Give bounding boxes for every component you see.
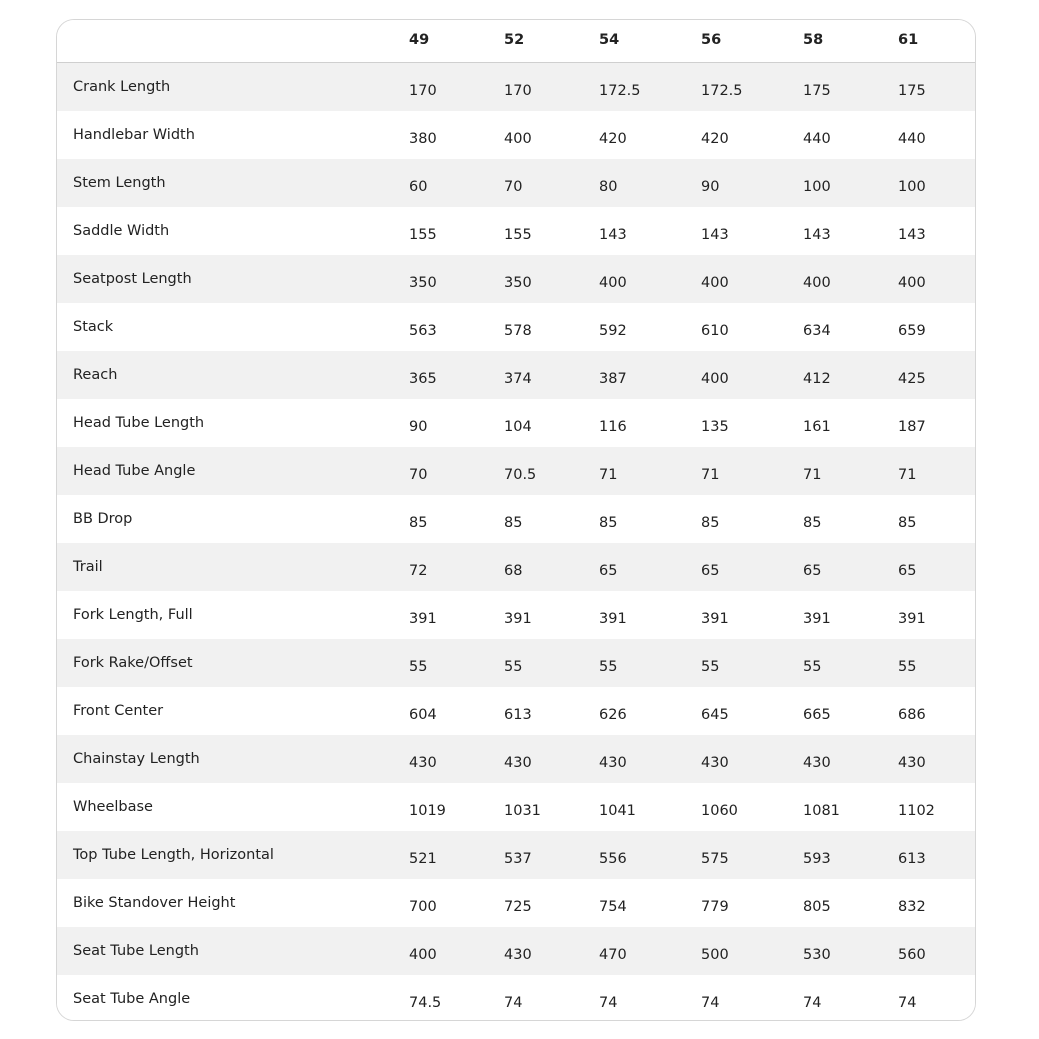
- table-row: [57, 111, 975, 159]
- table-row: [57, 639, 975, 687]
- value-cell-size-58: 74: [803, 995, 822, 1011]
- table-row: [57, 687, 975, 735]
- value-cell-size-61: 391: [898, 611, 926, 627]
- value-cell-size-56: 55: [701, 659, 720, 675]
- value-cell-size-52: 1031: [504, 803, 541, 819]
- value-cell-size-52: 578: [504, 323, 532, 339]
- value-cell-size-54: 143: [599, 227, 627, 243]
- value-cell-size-52: 68: [504, 563, 523, 579]
- value-cell-size-49: 391: [409, 611, 437, 627]
- value-cell-size-58: 391: [803, 611, 831, 627]
- row-label: Bike Standover Height: [73, 895, 236, 911]
- value-cell-size-61: 440: [898, 131, 926, 147]
- value-cell-size-58: 1081: [803, 803, 840, 819]
- value-cell-size-58: 100: [803, 179, 831, 195]
- value-cell-size-52: 104: [504, 419, 532, 435]
- value-cell-size-52: 613: [504, 707, 532, 723]
- value-cell-size-56: 172.5: [701, 83, 743, 99]
- value-cell-size-49: 55: [409, 659, 428, 675]
- table-row: [57, 831, 975, 879]
- value-cell-size-52: 350: [504, 275, 532, 291]
- value-cell-size-54: 400: [599, 275, 627, 291]
- value-cell-size-54: 71: [599, 467, 618, 483]
- value-cell-size-52: 74: [504, 995, 523, 1011]
- value-cell-size-58: 161: [803, 419, 831, 435]
- row-label: Handlebar Width: [73, 127, 195, 143]
- value-cell-size-54: 626: [599, 707, 627, 723]
- value-cell-size-61: 85: [898, 515, 917, 531]
- value-cell-size-54: 592: [599, 323, 627, 339]
- value-cell-size-52: 430: [504, 755, 532, 771]
- table-header-row: [57, 20, 975, 63]
- size-header-49: 49: [409, 32, 430, 48]
- table-row: [57, 159, 975, 207]
- size-header-58: 58: [803, 32, 824, 48]
- row-label: Stem Length: [73, 175, 166, 191]
- row-label: Head Tube Length: [73, 415, 205, 431]
- value-cell-size-49: 365: [409, 371, 437, 387]
- value-cell-size-58: 593: [803, 851, 831, 867]
- value-cell-size-52: 155: [504, 227, 532, 243]
- table-row: [57, 975, 975, 1021]
- value-cell-size-61: 187: [898, 419, 926, 435]
- value-cell-size-58: 175: [803, 83, 831, 99]
- value-cell-size-52: 55: [504, 659, 523, 675]
- value-cell-size-56: 400: [701, 371, 729, 387]
- value-cell-size-52: 391: [504, 611, 532, 627]
- value-cell-size-56: 85: [701, 515, 720, 531]
- row-label: BB Drop: [73, 511, 133, 527]
- value-cell-size-56: 74: [701, 995, 720, 1011]
- value-cell-size-61: 659: [898, 323, 926, 339]
- row-label: Chainstay Length: [73, 751, 200, 767]
- table-row: [57, 255, 975, 303]
- row-label: Head Tube Angle: [73, 463, 196, 479]
- value-cell-size-49: 400: [409, 947, 437, 963]
- value-cell-size-49: 90: [409, 419, 428, 435]
- value-cell-size-58: 65: [803, 563, 822, 579]
- value-cell-size-52: 537: [504, 851, 532, 867]
- value-cell-size-54: 556: [599, 851, 627, 867]
- row-label: Wheelbase: [73, 799, 153, 815]
- value-cell-size-54: 420: [599, 131, 627, 147]
- table-row: [57, 399, 975, 447]
- value-cell-size-61: 55: [898, 659, 917, 675]
- table-row: [57, 63, 975, 111]
- value-cell-size-56: 135: [701, 419, 729, 435]
- value-cell-size-58: 530: [803, 947, 831, 963]
- geometry-table: [56, 19, 976, 1021]
- value-cell-size-56: 779: [701, 899, 729, 915]
- size-header-52: 52: [504, 32, 525, 48]
- value-cell-size-61: 100: [898, 179, 926, 195]
- row-label: Stack: [73, 319, 114, 335]
- value-cell-size-52: 725: [504, 899, 532, 915]
- row-label: Fork Rake/Offset: [73, 655, 193, 671]
- value-cell-size-49: 604: [409, 707, 437, 723]
- value-cell-size-58: 85: [803, 515, 822, 531]
- value-cell-size-56: 575: [701, 851, 729, 867]
- table-row: [57, 783, 975, 831]
- value-cell-size-54: 430: [599, 755, 627, 771]
- table-row: [57, 351, 975, 399]
- value-cell-size-54: 80: [599, 179, 618, 195]
- value-cell-size-56: 391: [701, 611, 729, 627]
- value-cell-size-52: 374: [504, 371, 532, 387]
- value-cell-size-49: 74.5: [409, 995, 442, 1011]
- value-cell-size-58: 440: [803, 131, 831, 147]
- value-cell-size-52: 430: [504, 947, 532, 963]
- value-cell-size-54: 1041: [599, 803, 636, 819]
- value-cell-size-61: 1102: [898, 803, 935, 819]
- table-row: [57, 879, 975, 927]
- size-header-54: 54: [599, 32, 620, 48]
- table-row: [57, 303, 975, 351]
- value-cell-size-61: 400: [898, 275, 926, 291]
- value-cell-size-61: 143: [898, 227, 926, 243]
- table-row: [57, 495, 975, 543]
- value-cell-size-52: 85: [504, 515, 523, 531]
- value-cell-size-54: 65: [599, 563, 618, 579]
- value-cell-size-56: 143: [701, 227, 729, 243]
- value-cell-size-49: 170: [409, 83, 437, 99]
- value-cell-size-56: 71: [701, 467, 720, 483]
- value-cell-size-54: 470: [599, 947, 627, 963]
- value-cell-size-54: 387: [599, 371, 627, 387]
- value-cell-size-56: 420: [701, 131, 729, 147]
- value-cell-size-56: 400: [701, 275, 729, 291]
- row-label: Seat Tube Length: [73, 943, 199, 959]
- value-cell-size-58: 805: [803, 899, 831, 915]
- row-label: Trail: [73, 559, 103, 575]
- value-cell-size-58: 55: [803, 659, 822, 675]
- value-cell-size-61: 832: [898, 899, 926, 915]
- value-cell-size-54: 85: [599, 515, 618, 531]
- value-cell-size-49: 521: [409, 851, 437, 867]
- value-cell-size-49: 430: [409, 755, 437, 771]
- value-cell-size-54: 172.5: [599, 83, 641, 99]
- value-cell-size-56: 500: [701, 947, 729, 963]
- row-label: Front Center: [73, 703, 164, 719]
- value-cell-size-61: 430: [898, 755, 926, 771]
- value-cell-size-58: 665: [803, 707, 831, 723]
- row-label: Top Tube Length, Horizontal: [73, 847, 274, 863]
- value-cell-size-54: 391: [599, 611, 627, 627]
- value-cell-size-58: 71: [803, 467, 822, 483]
- row-label: Saddle Width: [73, 223, 170, 239]
- row-label: Seat Tube Angle: [73, 991, 191, 1007]
- value-cell-size-54: 116: [599, 419, 627, 435]
- value-cell-size-52: 70: [504, 179, 523, 195]
- row-label: Crank Length: [73, 79, 171, 95]
- value-cell-size-49: 60: [409, 179, 428, 195]
- value-cell-size-49: 70: [409, 467, 428, 483]
- value-cell-size-49: 350: [409, 275, 437, 291]
- table-body: [57, 63, 975, 1021]
- value-cell-size-61: 74: [898, 995, 917, 1011]
- size-header-56: 56: [701, 32, 722, 48]
- value-cell-size-58: 412: [803, 371, 831, 387]
- value-cell-size-52: 70.5: [504, 467, 537, 483]
- value-cell-size-54: 55: [599, 659, 618, 675]
- value-cell-size-61: 686: [898, 707, 926, 723]
- value-cell-size-61: 425: [898, 371, 926, 387]
- value-cell-size-49: 155: [409, 227, 437, 243]
- value-cell-size-49: 380: [409, 131, 437, 147]
- value-cell-size-49: 700: [409, 899, 437, 915]
- value-cell-size-61: 71: [898, 467, 917, 483]
- size-header-61: 61: [898, 32, 919, 48]
- table-row: [57, 735, 975, 783]
- value-cell-size-49: 1019: [409, 803, 446, 819]
- table-row: [57, 927, 975, 975]
- value-cell-size-52: 170: [504, 83, 532, 99]
- value-cell-size-52: 400: [504, 131, 532, 147]
- value-cell-size-56: 1060: [701, 803, 738, 819]
- value-cell-size-61: 560: [898, 947, 926, 963]
- value-cell-size-56: 65: [701, 563, 720, 579]
- value-cell-size-61: 613: [898, 851, 926, 867]
- table-row: [57, 207, 975, 255]
- value-cell-size-58: 430: [803, 755, 831, 771]
- table-row: [57, 447, 975, 495]
- table-row: [57, 543, 975, 591]
- value-cell-size-49: 72: [409, 563, 428, 579]
- value-cell-size-54: 74: [599, 995, 618, 1011]
- row-label: Seatpost Length: [73, 271, 192, 287]
- value-cell-size-56: 610: [701, 323, 729, 339]
- value-cell-size-56: 430: [701, 755, 729, 771]
- value-cell-size-58: 634: [803, 323, 831, 339]
- value-cell-size-58: 400: [803, 275, 831, 291]
- value-cell-size-61: 65: [898, 563, 917, 579]
- value-cell-size-56: 90: [701, 179, 720, 195]
- value-cell-size-61: 175: [898, 83, 926, 99]
- value-cell-size-49: 85: [409, 515, 428, 531]
- value-cell-size-49: 563: [409, 323, 437, 339]
- value-cell-size-54: 754: [599, 899, 627, 915]
- table-row: [57, 591, 975, 639]
- row-label: Fork Length, Full: [73, 607, 193, 623]
- row-label: Reach: [73, 367, 118, 383]
- value-cell-size-58: 143: [803, 227, 831, 243]
- value-cell-size-56: 645: [701, 707, 729, 723]
